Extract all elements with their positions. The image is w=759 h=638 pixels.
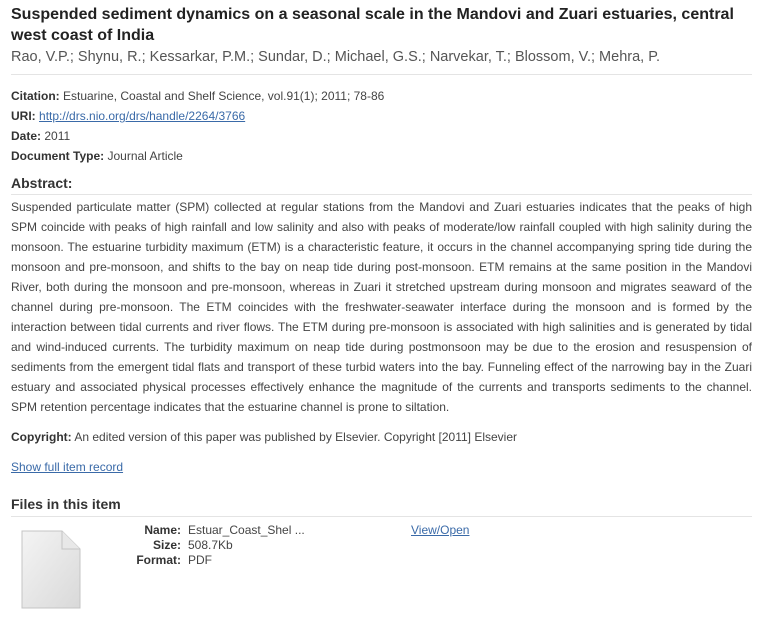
file-format-value: PDF bbox=[188, 553, 212, 567]
file-format-label: Format: bbox=[136, 553, 181, 567]
item-authors: Rao, V.P.; Shynu, R.; Kessarkar, P.M.; Sundar, D.; Michael, G.S.; Narvekar, T.; Blossom, V.; Mehra, P. bbox=[11, 47, 752, 75]
citation-row bbox=[11, 86, 752, 106]
citation-value: Estuarine, Coastal and Shelf Science, vol.91(1); 2011; 78-86 bbox=[63, 89, 385, 103]
file-name-label: Name: bbox=[144, 523, 181, 537]
show-full-record-link[interactable]: Show full item record bbox=[11, 460, 124, 474]
citation-label: Citation: bbox=[11, 89, 60, 103]
date-row bbox=[11, 126, 752, 146]
uri-row bbox=[11, 106, 752, 126]
document-file-icon[interactable] bbox=[20, 530, 82, 610]
file-size-label: Size: bbox=[152, 538, 181, 552]
copyright-value: An edited version of this paper was published by Elsevier. Copyright [2011] Elsevier bbox=[74, 430, 518, 444]
files-heading: Files in this item bbox=[11, 494, 752, 517]
document-type-row bbox=[11, 146, 752, 166]
full-record-row bbox=[11, 457, 752, 477]
file-properties bbox=[111, 523, 305, 568]
document-type-value: Journal Article bbox=[107, 149, 183, 163]
file-size-row bbox=[111, 538, 305, 553]
item-metadata bbox=[11, 86, 752, 166]
uri-label: URI: bbox=[11, 109, 36, 123]
copyright-row bbox=[11, 427, 752, 447]
file-item bbox=[11, 523, 752, 623]
view-open-link[interactable]: View/Open bbox=[411, 523, 470, 537]
file-name-value: Estuar_Coast_Shel ... bbox=[188, 523, 305, 537]
item-title: Suspended sediment dynamics on a seasonal scale in the Mandovi and Zuari estuaries, central west coast of India bbox=[11, 6, 734, 44]
date-label: Date: bbox=[11, 129, 42, 143]
document-type-label: Document Type: bbox=[11, 149, 105, 163]
file-format-row bbox=[111, 553, 305, 568]
date-value: 2011 bbox=[44, 129, 71, 143]
uri-link[interactable]: http://drs.nio.org/drs/handle/2264/3766 bbox=[39, 109, 246, 123]
copyright-label: Copyright: bbox=[11, 430, 72, 444]
abstract-heading: Abstract: bbox=[11, 173, 752, 195]
file-name-row bbox=[111, 523, 305, 538]
file-size-value: 508.7Kb bbox=[188, 538, 233, 552]
abstract-text: Suspended particulate matter (SPM) collected at regular stations from the Mandovi and Zuari estuaries indicates that the peaks of high SPM coincide with peaks of high rainfall and low salinity and also with peaks of moderate/low rainfall coupled with high salinity during the monsoon. The estuarine turbidity maximum (ETM) is a characteristic feature, it occurs in the channel accompanying spring tide during the monsoon and pre-monsoon, and shifts to the bay on neap tide during post-monsoon. ETM remains at the same position in the Mandovi River, both during the monsoon and pre-monsoon, whereas in Zuari it stretched upstream during monsoon and migrates seaward of the channel during pre-monsoon. The ETM coincides with the freshwater-seawater interface during the monsoon and is formed by the interaction between tidal currents and river flows. The ETM during pre-monsoon is associated with high salinities and is generated by tidal and wind-induced currents. The turbidity maximum on neap tide during postmonsoon may be due to the erosion and resuspension of sediments from the emergent tidal flats and transport of these turbid waters into the bay. Funneling effect of the narrowing bay in the Zuari estuary and associated physical processes effectively enhance the magnitude of the currents and transports sediments to the channel. SPM retention percentage indicates that the estuarine channel is prone to siltation. bbox=[11, 200, 752, 414]
